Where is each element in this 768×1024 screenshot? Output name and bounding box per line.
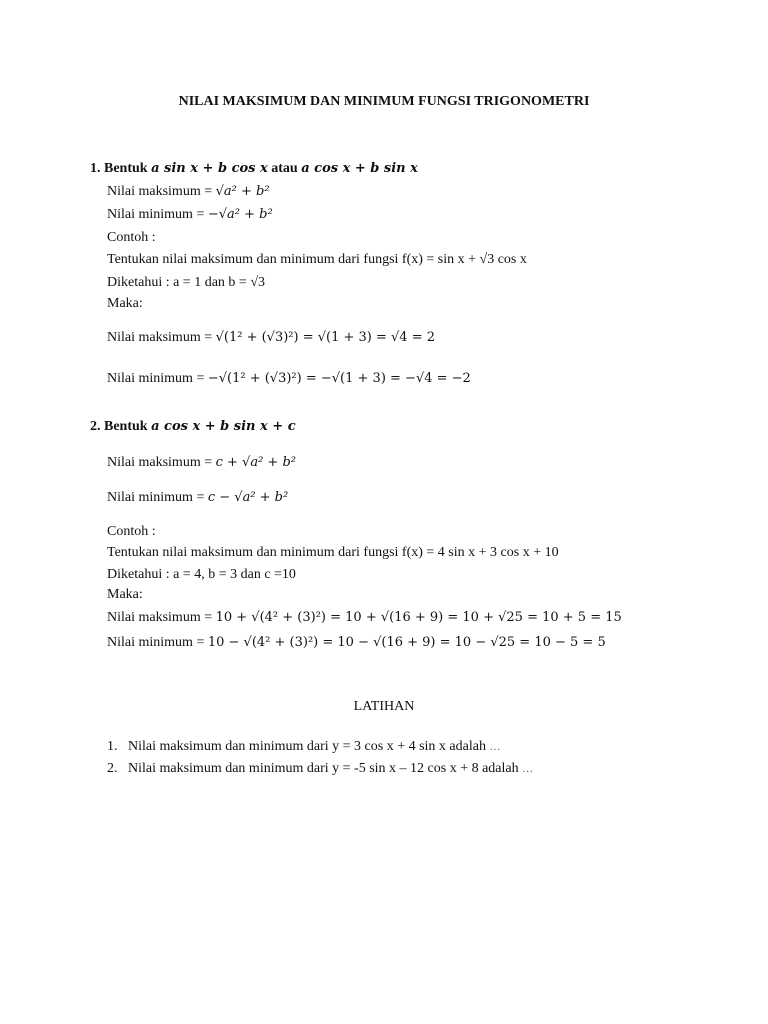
section-2-min-label: Nilai minimum = (107, 490, 208, 505)
section-2-max-calc-label: Nilai maksimum = (107, 610, 216, 625)
latihan-item-text: Nilai maksimum dan minimum dari y = -5 sin x – 12 cos x + 8 adalah (128, 761, 519, 776)
section-1-max-calc-expr: √(1² + (√3)²) = √(1 + 3) = √4 = 2 (215, 330, 436, 345)
section-2-number: 2. (90, 419, 101, 434)
section-1-max-label: Nilai maksimum = (107, 184, 216, 199)
section-1-form-b: a cos x + b sin x (301, 161, 418, 176)
section-1-diketahui: Diketahui : a = 1 dan b = √3 (107, 275, 265, 290)
section-2-min-calc (107, 634, 606, 652)
section-2-max-calc (107, 609, 622, 627)
section-1-min-calc (107, 370, 471, 388)
section-1-atau: atau (271, 161, 298, 176)
section-1-min-calc-label: Nilai minimum = (107, 371, 208, 386)
latihan-heading: LATIHAN (353, 699, 415, 714)
section-2-min-formula (107, 489, 288, 507)
section-1-max-calc (107, 329, 435, 347)
section-1-number: 1. (90, 161, 101, 176)
section-1-min-expr: −√a² + b² (207, 207, 273, 222)
section-2-min-calc-expr: 10 − √(4² + (3)²) = 10 − √(16 + 9) = 10 − √25 = 10 − 5 = 5 (207, 635, 606, 650)
latihan-item (107, 738, 500, 756)
section-2-question: Tentukan nilai maksimum dan minimum dari fungsi f(x) = 4 sin x + 3 cos x + 10 (107, 545, 559, 560)
latihan-item-number: 1. (107, 739, 118, 754)
latihan-item-ellipsis: … (489, 741, 501, 753)
section-1-max-formula (107, 183, 270, 201)
section-2-heading (90, 418, 296, 436)
section-1-contoh: Contoh : (107, 230, 156, 245)
section-1-heading (90, 160, 418, 178)
section-2-maka: Maka: (107, 587, 143, 602)
section-1-min-label: Nilai minimum = (107, 207, 208, 222)
section-2-max-expr: c + √a² + b² (215, 455, 296, 470)
section-2-max-label: Nilai maksimum = (107, 455, 216, 470)
latihan-item-ellipsis: … (522, 763, 534, 775)
section-1-maka: Maka: (107, 296, 143, 311)
section-2-heading-label: Bentuk (104, 419, 148, 434)
latihan-item-number: 2. (107, 761, 118, 776)
section-2-form: a cos x + b sin x + c (151, 419, 296, 434)
section-2-contoh: Contoh : (107, 524, 156, 539)
section-1-max-expr: √a² + b² (215, 184, 270, 199)
section-2-min-calc-label: Nilai minimum = (107, 635, 208, 650)
section-1-question: Tentukan nilai maksimum dan minimum dari fungsi f(x) = sin x + √3 cos x (107, 252, 527, 267)
latihan-item-text: Nilai maksimum dan minimum dari y = 3 cos x + 4 sin x adalah (128, 739, 486, 754)
latihan-item (107, 760, 533, 778)
section-2-max-formula (107, 454, 296, 472)
section-1-min-calc-expr: −√(1² + (√3)²) = −√(1 + 3) = −√4 = −2 (207, 371, 471, 386)
section-2-diketahui: Diketahui : a = 4, b = 3 dan c =10 (107, 567, 296, 582)
section-2-max-calc-expr: 10 + √(4² + (3)²) = 10 + √(16 + 9) = 10 + √25 = 10 + 5 = 15 (215, 610, 622, 625)
section-1-max-calc-label: Nilai maksimum = (107, 330, 216, 345)
section-1-heading-label: Bentuk (104, 161, 148, 176)
page-title: NILAI MAKSIMUM DAN MINIMUM FUNGSI TRIGONOMETRI (178, 94, 590, 109)
section-1-min-formula (107, 206, 273, 224)
section-1-form-a: a sin x + b cos x (151, 161, 268, 176)
section-2-min-expr: c − √a² + b² (207, 490, 289, 505)
